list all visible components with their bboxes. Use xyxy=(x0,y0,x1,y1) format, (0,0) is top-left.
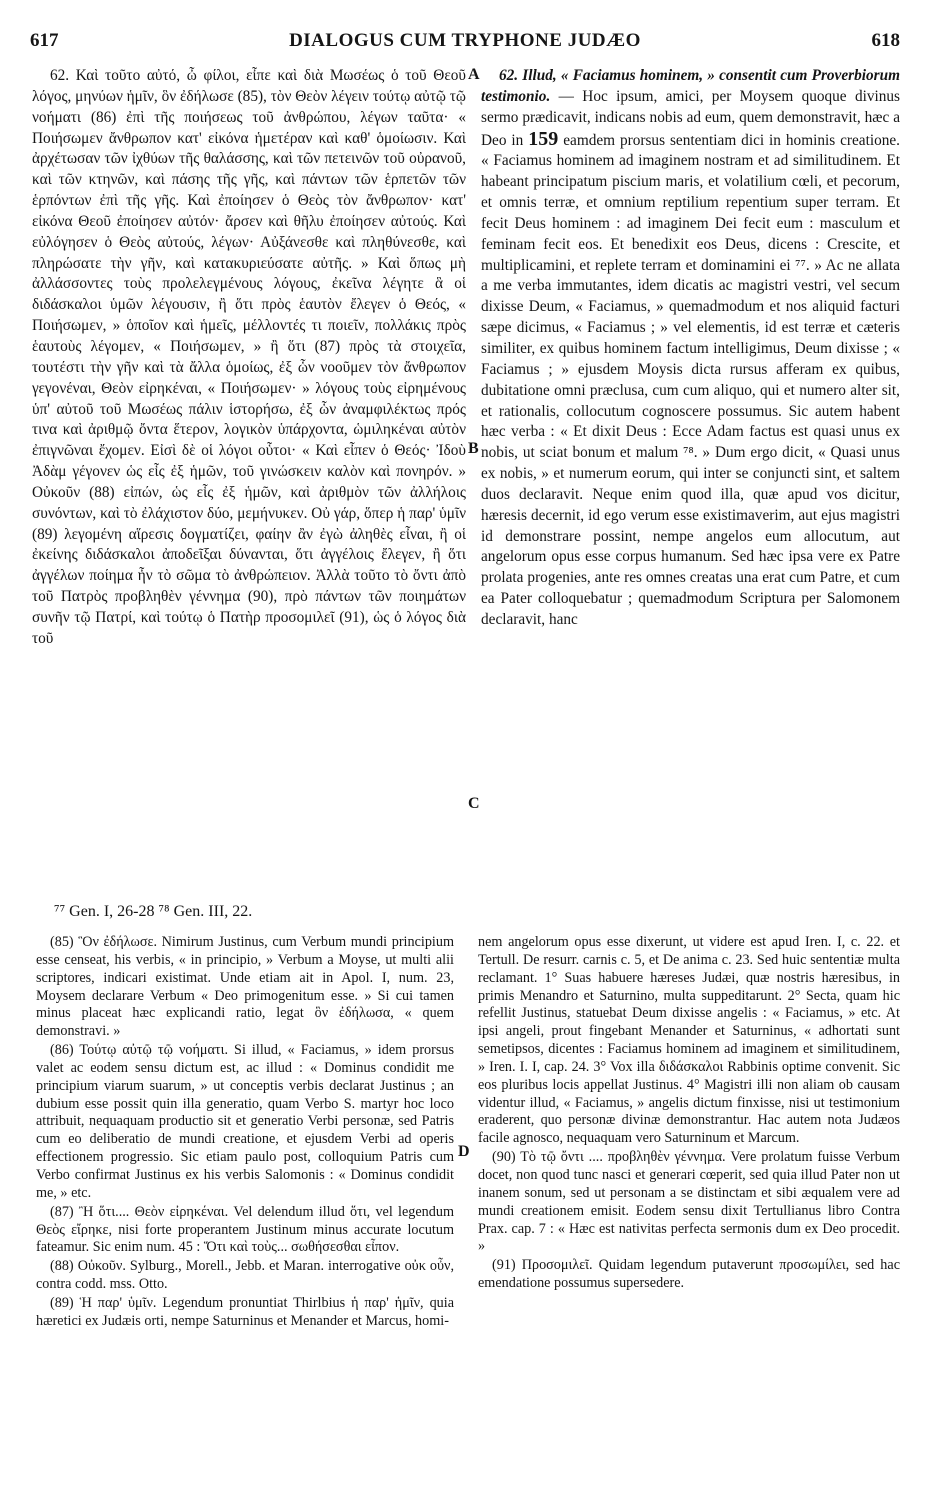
margin-marker-a: A xyxy=(468,66,480,83)
margin-marker-b: B xyxy=(468,440,479,457)
footnote-88: (88) Οὐκοῦν. Sylburg., Morell., Jebb. et Maran. interrogative οὐκ οὖν, contra codd. mss. Otto. xyxy=(36,1258,454,1293)
footnote-87: (87) Ἢ ὅτι.... Θεὸν εἰρηκέναι. Vel delendum illud ὅτι, vel legendum Θεὸς εἴρηκε, nisi forte properantem Justinum minus accurate locutum fateamur. Sic enim num. 45 : Ὅτι καὶ τοὺς... σωθήσεσθαι εἶπον. xyxy=(36,1203,454,1256)
footnote-85: (85) Ὃν ἐδήλωσε. Nimirum Justinus, cum Verbum mundi principium esse censeat, his verbis, « in principio, » Verbum a Moyse, ut multi alii scriptores, indicari existimat. Unde etiam ait in Apol. I, num. 23, Moysem declarare Verbum « Deo primogenitum esse. » Si cui tamen minus placeat hæc explicandi ratio, legat ὃν ἐδήλωσα, « quem demonstravi. » xyxy=(36,934,454,1040)
page-number-left: 617 xyxy=(30,30,59,51)
latin-column xyxy=(481,66,900,631)
greek-column xyxy=(32,66,466,650)
page-number-right: 618 xyxy=(871,30,900,51)
latin-text-part-1: — Hoc ipsum, amici, per Moysem quoque divinus sermo prædicavit, indicans nobis ad eum, quem demonstravit, hæc a Deo in xyxy=(481,87,900,149)
footnote-91: (91) Προσομιλεῖ. Quidam legendum putaverunt προσωμίλει, sed hac emendatione possumus supersedere. xyxy=(478,1257,900,1292)
footnote-89-continued: nem angelorum opus esse dixerunt, ut videre est apud Iren. I, c. 22. et Tertull. De resurr. carnis c. 5, et De anima c. 23. Sed huic sententiæ multa reclamant. 1° Suas habuere hæreses Judæi, quæ nostris hæresibus, in primis Menandro et Saturnino, multa suppeditarunt. 2° Secta, quam hic refellit Justinus, statuebat Deum dixisse angelis : « Faciamus, » etc. At ipsi angeli, prout fingebant Menander et Saturninus, « adhortati sunt semetipsos, dicentes : Faciamus hominem ad imaginem et similitudinem, » Iren. I. I, cap. 24. 3° Vox illa διδάσκαλοι Rabbinis optime convenit. Sic eos pluribus locis appellat Justinus. 4° Magistri illi non aliam ob causam videntur illud, « Faciamus, » angelis dictum finxisse, nisi ut testimonium eraderent, quo personæ divinæ demonstrantur. Hac autem nota Judæos facile agnosco, nequaquam vero Saturninum et Marcum. xyxy=(478,934,900,1147)
scripture-references: ⁷⁷ Gen. I, 26-28 ⁷⁸ Gen. III, 22. xyxy=(54,903,253,920)
greek-paragraph: 62. Καὶ τοῦτο αὐτό, ὦ φίλοι, εἶπε καὶ διὰ Μωσέως ὁ τοῦ Θεοῦ λόγος, μηνύων ἡμῖν, ὃν ἐδήλωσε (85), τὸν Θεὸν λέγειν τούτῳ αὐτῷ τῷ νοήματι (86) ἐπὶ τῆς ποιήσεως τοῦ ἀνθρώπου, λέγων ταῦτα· « Ποιήσωμεν ἄνθρωπον κατ' εἰκόνα ἡμετέραν καὶ καθ' ὁμοίωσιν. Καὶ ἀρχέτωσαν τῶν ἰχθύων τῆς θαλάσσης, καὶ τῶν πετεινῶν τοῦ οὐρανοῦ, καὶ τῶν κτηνῶν, καὶ πάσης τῆς γῆς, καὶ πάντων τῶν ἑρπετῶν τῶν ἑρπόντων ἐπὶ τῆς γῆς. Καὶ ἐποίησεν ὁ Θεὸς τὸν ἄνθρωπον· κατ' εἰκόνα Θεοῦ ἐποίησεν αὐτόν· ἄρσεν καὶ θῆλυ ἐποίησεν αὐτούς. Καὶ εὐλόγησεν ὁ Θεὸς αὐτούς, λέγων· Αὐξάνεσθε καὶ πληθύνεσθε, καὶ πληρώσατε τὴν γῆν, καὶ κατακυριεύσατε αὐτῆς. » Καὶ ὅπως μὴ ἀλλάσσοντες τοὺς προλελεγμένους λόγους, ἐκεῖνα λέγητε ἃ οἱ διδάσκαλοι ὑμῶν λέγουσιν, ἢ ὅτι πρὸς ἑαυτὸν ἔλεγεν ὁ Θεός, « Ποιήσωμεν, » ὁποῖον καὶ ἡμεῖς, μέλλοντές τι ποιεῖν, πολλάκις πρὸς ἑαυτοὺς λέγομεν, « Ποιήσωμεν, » ἢ ὅτι (87) πρὸς τὰ στοιχεῖα, τουτέστι τὴν γῆν καὶ τὰ ἄλλα ὁμοίως, ἐξ ὧν νοοῦμεν τὸν ἄνθρωπον γεγονέναι, Θεὸν εἰρηκέναι, « Ποιήσωμεν· » λόγους τοὺς εἰρημένους ὑπ' αὐτοῦ τοῦ Μωσέως πάλιν ἱστορήσω, ἐξ ὧν ἀναμφιλέκτως πρός τινα καὶ ἀριθμῷ ὄντα ἕτερον, λογικὸν ὑπάρχοντα, ὡμιληκέναι αὐτὸν ἐπιγνῶναι ἔχομεν. Εἰσὶ δὲ οἱ λόγοι οὗτοι· « Καὶ εἶπεν ὁ Θεός· Ἰδοὺ Ἀδὰμ γέγονεν ὡς εἷς ἐξ ἡμῶν, τοῦ γινώσκειν καλὸν καὶ πονηρόν. » Οὐκοῦν (88) εἰπών, ὡς εἷς ἐξ ἡμῶν, καὶ ἀριθμὸν τῶν ἀλλήλοις συνόντων, καὶ τὸ ἐλάχιστον δύο, μεμήνυκεν. Οὐ γάρ, ὅπερ ἡ παρ' ὑμῖν (89) λεγομένη αἵρεσις δογματίζει, φαίην ἂν ἐγὼ ἀληθὲς εἶναι, ἢ οἱ ἐκείνης διδάσκαλοι ἀποδεῖξαι δύνανται, ὅτι ἀγγέλοις ἔλεγεν, ἢ ὅτι ἀγγέλων ποίημα ἦν τὸ σῶμα τὸ ἀνθρώπειον. Ἀλλὰ τοῦτο τὸ ὄντι ἀπὸ τοῦ Πατρὸς προβληθὲν γέννημα (90), πρὸ πάντων τῶν ποιημάτων συνῆν τῷ Πατρί, καὶ τούτῳ ὁ Πατὴρ προσομιλεῖ (91), ὡς ὁ λόγος διὰ τοῦ xyxy=(32,67,466,647)
latin-section-heading: 62. Illud, « Faciamus hominem, » consentit cum Proverbiorum testimonio. xyxy=(481,67,900,105)
column-number: 159 xyxy=(528,127,559,150)
footnotes-left-column xyxy=(36,934,454,1332)
running-title: DIALOGUS CUM TRYPHONE JUDÆO xyxy=(289,30,641,51)
latin-text-part-2: eamdem prorsus sententiam dici in hominis creatione. « Faciamus hominem ad imaginem nostram et ad similitudinem. Et habeant principatum piscium maris, et volatilium cœli, et pecorum, et omnis terræ, et omnium reptilium repentium super terram. Et fecit Deus hominem : ad imaginem Dei fecit eum : masculum et feminam fecit eos. Et benedixit eos Deus, dicens : Crescite, et multiplicamini, et replete terram et dominamini ei ⁷⁷. » Ac ne allata a me verba immutantes, idem dicatis ac magistri vestri, vel secum dixisse Deum, « Faciamus, » quemadmodum et nos aliquid facturi sæpe dicimus, « Faciamus ; » vel elementis, id est terræ et cæteris similiter, ex quibus hominem factum intelligimus, Deum dixisse ; « Faciamus ; » ejusdem Moysis dicta rursus afferam ex quibus, dubitatione omni præclusa, cum cum aliquo, qui et numero alter sit, et rationalis, collocutum cognoscere possumus. Sic autem habent hæc verba : « Et dixit Deus : Ecce Adam factus est quasi unus ex nobis, ut sciat bonum et malum ⁷⁸. » Dum ergo dicit, « Quasi unus ex nobis, » et numerum eorum, qui inter se conjuncti sint, et saltem duos declaravit. Neque enim quod illa, quæ apud vos dicitur, hæresis decernit, id ego verum esse existimaverim, aut ejus magistri id demonstrare possint, nempe angelos eum allocutum, aut angelorum opus esse corpus humanum. Sed hæc ipsa vere ex Patre prolata progenies, ante res omnes creatas una erat cum Patre, et cum ea Pater colloquebatur ; quemadmodum Scriptura per Salomonem declaravit, hanc xyxy=(481,131,901,628)
footnotes-right-column xyxy=(478,934,900,1294)
margin-marker-d: D xyxy=(458,1143,470,1160)
page-header xyxy=(30,30,900,54)
margin-marker-c: C xyxy=(468,795,480,812)
footnote-90: (90) Τὸ τῷ ὄντι .... προβληθὲν γέννημα. Vere prolatum fuisse Verbum docet, non quod tunc nasci et generari cœperit, sed quia illud Pater non ut inanem sonum, sed ut personam a se distinctam et sibi æqualem vere ad mundi creationem emisit. Eodem sensu dixit Tertullianus libro Contra Prax. cap. 7 : « Hæc est nativitas perfecta sermonis dum ex Deo procedit. » xyxy=(478,1149,900,1255)
latin-paragraph xyxy=(481,66,900,631)
footnote-86: (86) Τούτῳ αὐτῷ τῷ νοήματι. Si illud, « Faciamus, » idem prorsus valet ac eodem sensu dictum est, ac illud : « Dominus condidit me principium viarum suarum, » ut conceptis verbis declarat Justinus ; an dubium esse possit quin illa generatio, quam Verbo S. martyr hoc loco attribuit, nequaquam productio sit et generatio Verbi personæ, sed Patris cum eo deliberatio de mundi creatione, et ejusdem Verbi ad operis effectionem progressio. Sic etiam paulo post, colloquium Patris cum Verbo confirmat Justinus ex his verbis Salomonis : « Dominus condidit me, » etc. xyxy=(36,1042,454,1201)
footnote-89: (89) Ἡ παρ' ὑμῖν. Legendum pronuntiat Thirlbius ἡ παρ' ἡμῖν, quia hæretici ex Judæis orti, nempe Saturninus et Menander et Marcus, homi- xyxy=(36,1294,454,1329)
